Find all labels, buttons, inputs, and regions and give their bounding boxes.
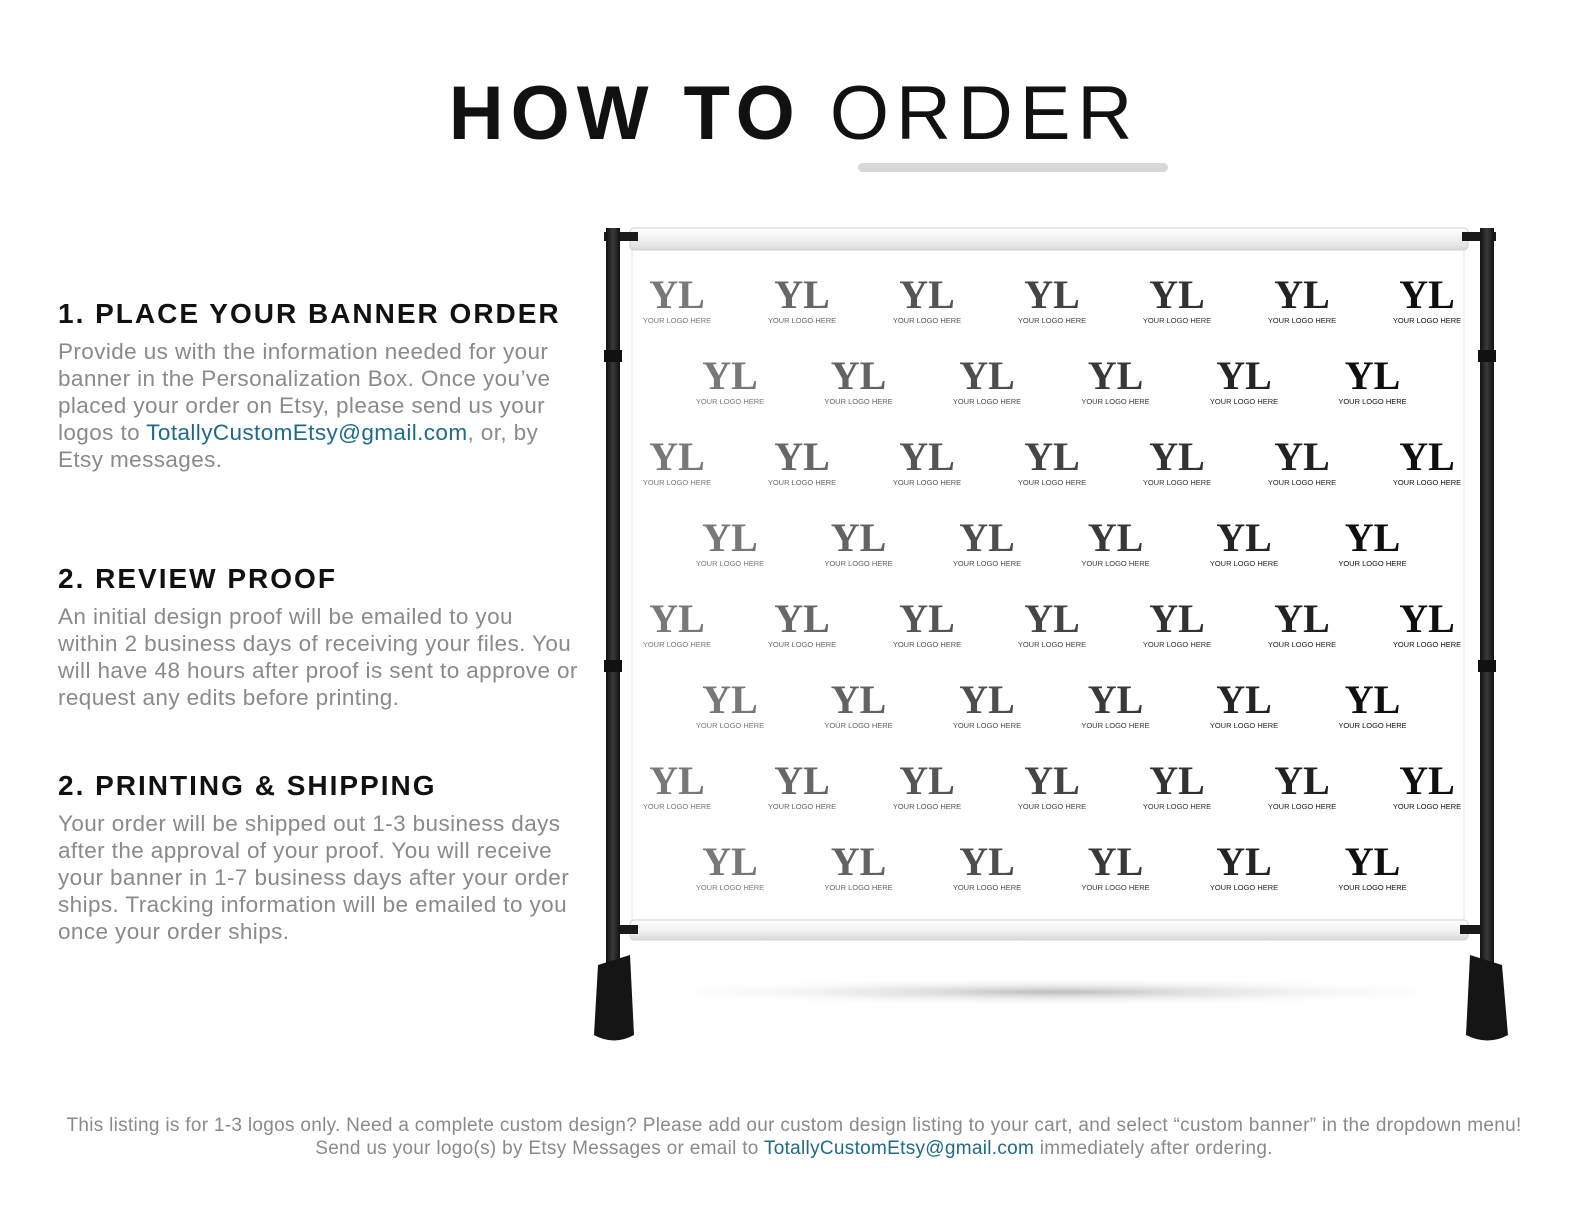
banner-logo-caption: YOUR LOGO HERE bbox=[824, 559, 893, 568]
banner-logo: YL bbox=[1399, 758, 1455, 803]
left-pole bbox=[606, 228, 620, 968]
step-text bbox=[58, 338, 578, 473]
banner-logo: YL bbox=[1087, 353, 1144, 398]
banner-logo: YL bbox=[959, 677, 1015, 722]
banner-logo-caption: YOUR LOGO HERE bbox=[1338, 721, 1407, 730]
banner-logo-caption: YOUR LOGO HERE bbox=[1209, 883, 1279, 892]
banner-logo-caption: YOUR LOGO HERE bbox=[695, 721, 765, 730]
banner-logo-caption: YOUR LOGO HERE bbox=[1081, 883, 1150, 892]
banner-logo: YL bbox=[702, 353, 758, 398]
banner-logo: YL bbox=[774, 434, 830, 479]
banner-stand-illustration bbox=[590, 220, 1520, 1055]
banner-logo: YL bbox=[899, 596, 955, 641]
left-foot bbox=[594, 955, 634, 1041]
banner-logo-caption: YOUR LOGO HERE bbox=[767, 802, 837, 811]
title-underline bbox=[858, 163, 1168, 172]
banner-logo-caption: YOUR LOGO HERE bbox=[952, 559, 1022, 568]
banner-logo: YL bbox=[649, 758, 705, 803]
banner-logo: YL bbox=[959, 353, 1015, 398]
banner-logo: YL bbox=[1274, 434, 1330, 479]
banner-logo-caption: YOUR LOGO HERE bbox=[1017, 478, 1087, 487]
banner-logo-caption: YOUR LOGO HERE bbox=[1392, 478, 1462, 487]
banner-logo: YL bbox=[959, 515, 1015, 560]
banner-logo: YL bbox=[702, 839, 758, 884]
banner-logo: YL bbox=[774, 596, 830, 641]
left-pole-joint bbox=[604, 660, 622, 672]
banner-logo-caption: YOUR LOGO HERE bbox=[1338, 559, 1407, 568]
banner-logo: YL bbox=[702, 515, 758, 560]
step-text: An initial design proof will be emailed to you within 2 business days of receiving your files. You will have 48 hours after proof is sent to approve or request any edits before printing. bbox=[58, 604, 578, 710]
banner-logo: YL bbox=[1087, 515, 1144, 560]
banner-logo-caption: YOUR LOGO HERE bbox=[1081, 559, 1150, 568]
banner-logo-caption: YOUR LOGO HERE bbox=[642, 316, 712, 325]
banner-logo: YL bbox=[1216, 515, 1272, 560]
step-review-proof bbox=[58, 563, 578, 711]
left-pole-joint bbox=[604, 350, 622, 362]
step-heading: 2. REVIEW PROOF bbox=[58, 563, 337, 594]
banner-logo-caption: YOUR LOGO HERE bbox=[1142, 802, 1212, 811]
banner-logo-caption: YOUR LOGO HERE bbox=[1392, 640, 1462, 649]
banner-logo-caption: YOUR LOGO HERE bbox=[1338, 883, 1407, 892]
banner-logo-caption: YOUR LOGO HERE bbox=[892, 478, 962, 487]
banner-logo: YL bbox=[830, 677, 887, 722]
step-printing-shipping bbox=[58, 770, 578, 945]
banner-logo-caption: YOUR LOGO HERE bbox=[952, 721, 1022, 730]
footer-text-after: immediately after ordering. bbox=[1039, 1138, 1273, 1159]
right-foot bbox=[1466, 955, 1508, 1041]
page-title bbox=[0, 70, 1588, 157]
footer-text-before: This listing is for 1-3 logos only. Need a complete custom design? Please add our custom design listing to your cart, and select “custom banner” in the dropdown menu! Send us your logo(s) by Etsy Messages or email to bbox=[66, 1115, 1522, 1159]
banner-sheet bbox=[632, 250, 1464, 922]
banner-logo: YL bbox=[1274, 758, 1330, 803]
right-pole-joint bbox=[1478, 350, 1496, 362]
banner-logo-caption: YOUR LOGO HERE bbox=[642, 802, 712, 811]
banner-logo: YL bbox=[774, 272, 830, 317]
banner-logo: YL bbox=[899, 272, 955, 317]
banner-logo: YL bbox=[1024, 272, 1080, 317]
banner-logo-caption: YOUR LOGO HERE bbox=[1209, 721, 1279, 730]
banner-logo-caption: YOUR LOGO HERE bbox=[695, 883, 765, 892]
banner-logo: YL bbox=[1399, 596, 1455, 641]
footer-email-link[interactable]: TotallyCustomEtsy@gmail.com bbox=[763, 1138, 1035, 1159]
banner-logo: YL bbox=[1274, 596, 1330, 641]
banner-logo: YL bbox=[1216, 353, 1272, 398]
banner-logo-caption: YOUR LOGO HERE bbox=[767, 478, 837, 487]
banner-logo-caption: YOUR LOGO HERE bbox=[824, 721, 893, 730]
banner-logo-caption: YOUR LOGO HERE bbox=[1142, 478, 1212, 487]
banner-logo: YL bbox=[649, 272, 705, 317]
banner-logo-caption: YOUR LOGO HERE bbox=[1017, 802, 1087, 811]
banner-logo: YL bbox=[1149, 596, 1205, 641]
step-place-order bbox=[58, 298, 578, 473]
banner-logo: YL bbox=[1274, 272, 1330, 317]
banner-logo-caption: YOUR LOGO HERE bbox=[1392, 802, 1462, 811]
banner-logo-caption: YOUR LOGO HERE bbox=[695, 397, 765, 406]
banner-logo: YL bbox=[830, 839, 887, 884]
banner-logo-caption: YOUR LOGO HERE bbox=[824, 883, 893, 892]
bottom-banner-tube bbox=[630, 920, 1468, 940]
banner-logo-caption: YOUR LOGO HERE bbox=[1267, 478, 1337, 487]
banner-logo-caption: YOUR LOGO HERE bbox=[952, 883, 1022, 892]
banner-logo-caption: YOUR LOGO HERE bbox=[952, 397, 1022, 406]
banner-logo: YL bbox=[1024, 596, 1080, 641]
banner-logo: YL bbox=[1344, 839, 1401, 884]
banner-logo-caption: YOUR LOGO HERE bbox=[767, 640, 837, 649]
banner-logo: YL bbox=[1149, 434, 1205, 479]
banner-logo: YL bbox=[1216, 677, 1272, 722]
banner-logo: YL bbox=[1087, 677, 1144, 722]
banner-logo-caption: YOUR LOGO HERE bbox=[642, 640, 712, 649]
banner-logo: YL bbox=[899, 434, 955, 479]
banner-logo: YL bbox=[830, 353, 887, 398]
banner-logo: YL bbox=[1216, 839, 1272, 884]
banner-logo-caption: YOUR LOGO HERE bbox=[892, 316, 962, 325]
step-text: Your order will be shipped out 1-3 business days after the approval of your proof. You will receive your banner in 1-7 business days after your order ships. Tracking information will be emailed to you once your order ships. bbox=[58, 811, 570, 944]
banner-logo-caption: YOUR LOGO HERE bbox=[767, 316, 837, 325]
banner-logo: YL bbox=[649, 434, 705, 479]
banner-logo: YL bbox=[1087, 839, 1144, 884]
banner-logo: YL bbox=[702, 677, 758, 722]
banner-logo-caption: YOUR LOGO HERE bbox=[1267, 316, 1337, 325]
banner-logo-caption: YOUR LOGO HERE bbox=[1017, 316, 1087, 325]
banner-logo: YL bbox=[1399, 434, 1455, 479]
banner-logo-caption: YOUR LOGO HERE bbox=[1081, 397, 1150, 406]
banner-logo-caption: YOUR LOGO HERE bbox=[695, 559, 765, 568]
right-pole bbox=[1480, 228, 1494, 968]
banner-logo: YL bbox=[649, 596, 705, 641]
banner-logo: YL bbox=[830, 515, 887, 560]
banner-logo: YL bbox=[1344, 515, 1401, 560]
floor-shadow bbox=[625, 978, 1485, 1006]
email-link[interactable]: TotallyCustomEtsy@gmail.com bbox=[146, 420, 468, 445]
banner-logo: YL bbox=[1149, 272, 1205, 317]
footer-note bbox=[60, 1114, 1528, 1160]
banner-logo: YL bbox=[1399, 272, 1455, 317]
banner-logo: YL bbox=[1149, 758, 1205, 803]
banner-logo-caption: YOUR LOGO HERE bbox=[1209, 397, 1279, 406]
banner-logo-caption: YOUR LOGO HERE bbox=[1338, 397, 1407, 406]
step-text-before: Provide us with the information needed for your banner in the Personalization Box. Once you’ve placed your order on Etsy, please send us your logos to bbox=[58, 339, 551, 445]
title-light: ORDER bbox=[829, 71, 1140, 156]
banner-logo: YL bbox=[1344, 677, 1401, 722]
banner-logo: YL bbox=[959, 839, 1015, 884]
banner-logo-caption: YOUR LOGO HERE bbox=[1392, 316, 1462, 325]
banner-logo: YL bbox=[1024, 758, 1080, 803]
right-pole-joint bbox=[1478, 660, 1496, 672]
step-heading: 1. PLACE YOUR BANNER ORDER bbox=[58, 298, 561, 329]
banner-logo-caption: YOUR LOGO HERE bbox=[1017, 640, 1087, 649]
banner-logo: YL bbox=[774, 758, 830, 803]
banner-logo-caption: YOUR LOGO HERE bbox=[1267, 802, 1337, 811]
banner-logo-caption: YOUR LOGO HERE bbox=[1081, 721, 1150, 730]
banner-logo-caption: YOUR LOGO HERE bbox=[1267, 640, 1337, 649]
banner-logo-caption: YOUR LOGO HERE bbox=[892, 802, 962, 811]
banner-logo: YL bbox=[1024, 434, 1080, 479]
banner-logo-caption: YOUR LOGO HERE bbox=[1142, 316, 1212, 325]
step-text-after: , or, by Etsy messages. bbox=[58, 420, 539, 472]
banner-logo: YL bbox=[1344, 353, 1401, 398]
banner-logo: YL bbox=[899, 758, 955, 803]
top-banner-tube bbox=[630, 228, 1468, 250]
banner-logo-caption: YOUR LOGO HERE bbox=[1142, 640, 1212, 649]
banner-logo-caption: YOUR LOGO HERE bbox=[642, 478, 712, 487]
banner-logo-caption: YOUR LOGO HERE bbox=[1209, 559, 1279, 568]
banner-logo-caption: YOUR LOGO HERE bbox=[824, 397, 893, 406]
banner-logo-caption: YOUR LOGO HERE bbox=[892, 640, 962, 649]
step-heading: 2. PRINTING & SHIPPING bbox=[58, 770, 437, 801]
title-bold: HOW TO bbox=[448, 71, 802, 156]
